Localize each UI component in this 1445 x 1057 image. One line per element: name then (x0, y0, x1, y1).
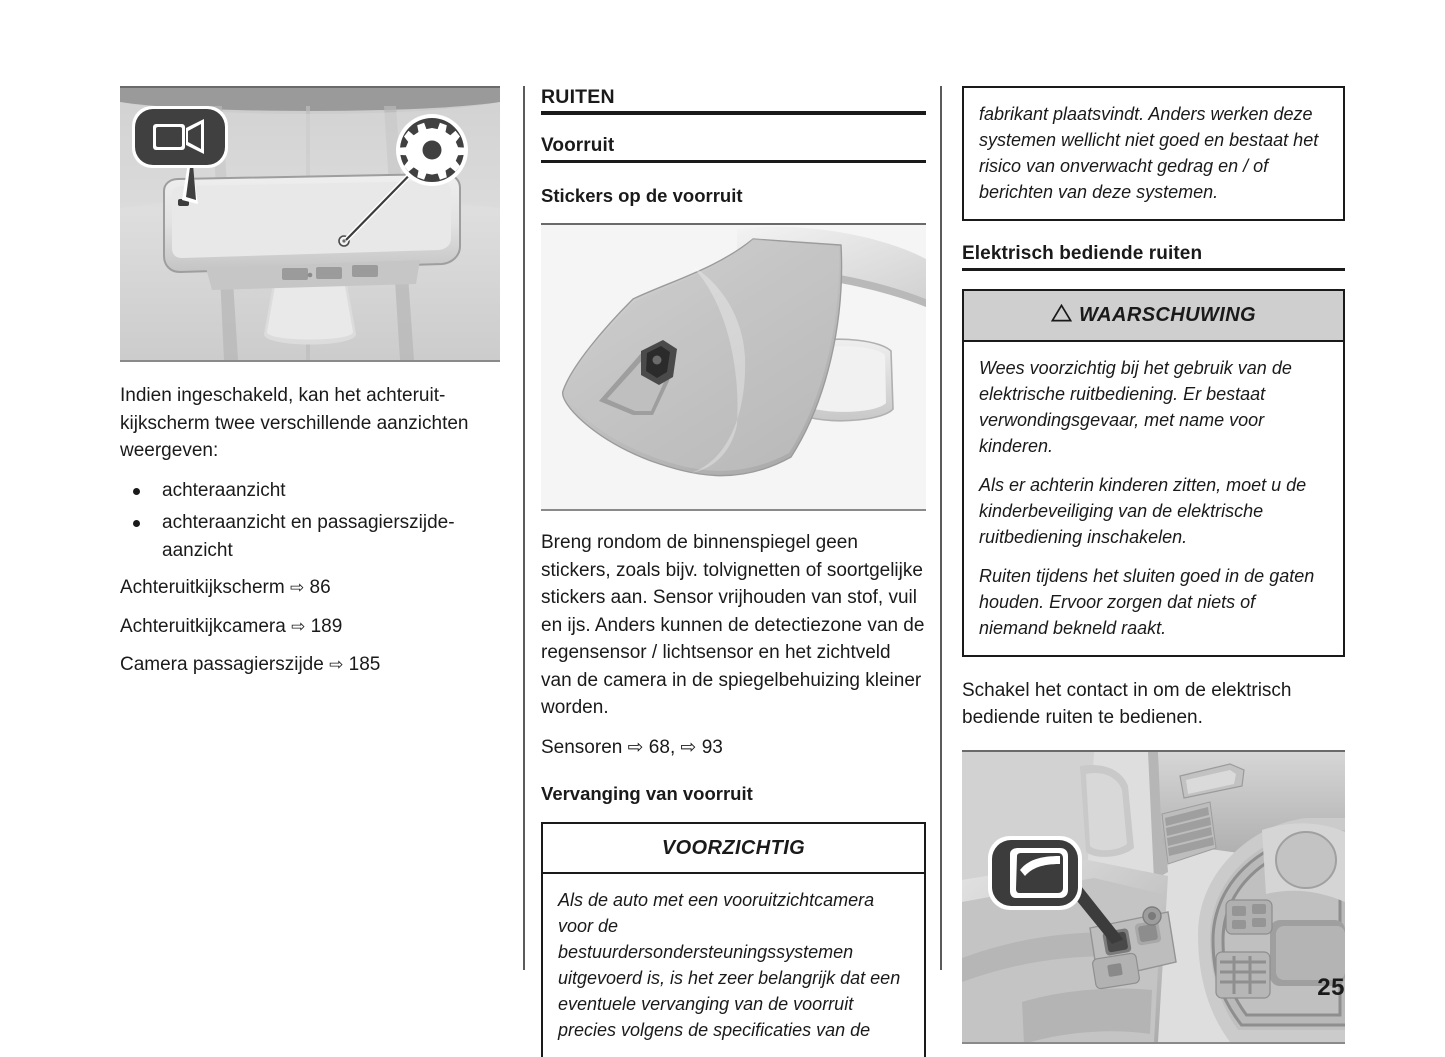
figure-rule-bottom (541, 509, 926, 511)
figure-rule-bottom (962, 1042, 1345, 1044)
warning-paragraph: Als er achterin kinderen zitten, moet u de kinderbeveiliging van de elektrische ruitbediening inschakelen. (979, 474, 1307, 547)
caution-box-voorzichtig (541, 822, 926, 1057)
reference-page: 86 (309, 577, 331, 598)
ignition-paragraph: Schakel het contact in om de elektrisch bediende ruiten te bedienen. (962, 679, 1292, 729)
figure-power-window-switch (962, 750, 1345, 1044)
cross-reference-rearview-camera[interactable] (120, 613, 500, 642)
warning-box-title (964, 291, 1343, 342)
warning-paragraph: Ruiten tijdens het sluiten goed in de gaten houden. Ervoor zorgen dat niets of niemand bekneld raakt. (979, 565, 1315, 638)
arrow-right-icon: ⇨ (329, 655, 344, 675)
reference-label: Achteruitkijkscherm (120, 577, 285, 598)
middle-column (541, 86, 926, 1057)
reference-text: Sensoren ⇨ 68, ⇨ 93 (541, 736, 723, 758)
section-title-ruiten: RUITEN (541, 86, 926, 115)
heading-elektrisch-bediende-ruiten: Elektrisch bediende ruiten (962, 243, 1345, 271)
power-window-icon-badge (988, 836, 1082, 910)
caution-paragraph: Als de auto met een vooruitzichtcamera voor de bestuurdersondersteuningssystemen uitgevoerd is, is het zeer belangrijk dat een eventuele vervanging van de voorruit precies volgens de specificaties van de (558, 889, 901, 1040)
heading-vervanging-van-voorruit: Vervanging van voorruit (541, 783, 753, 805)
arrow-right-icon: ⇨ (291, 616, 306, 637)
figure-rearview-mirror (120, 86, 500, 362)
reference-page: 189 (310, 615, 343, 637)
column-separator-right (940, 86, 942, 970)
left-intro-paragraph: Indien ingeschakeld, kan het achteruitkijkscherm twee verschillende aanzichten weergeven: (120, 385, 469, 461)
warning-box-waarschuwing (962, 289, 1345, 657)
rearview-mirror-illustration (120, 88, 500, 360)
caution-box-body (543, 874, 924, 1057)
reference-label: Camera passagierszijde (120, 654, 324, 675)
caution-box-title: VOORZICHTIG (543, 824, 924, 874)
caution-continued-paragraph: fabrikant plaatsvindt. Anders werken deze systemen wellicht niet goed en bestaat het risico van onverwacht gedrag en / of berichten van deze systemen. (979, 104, 1319, 202)
figure-rule-bottom (120, 360, 500, 362)
caution-continued-body (964, 88, 1343, 219)
list-item: achteraanzicht en passagierszijde-aanzicht (120, 509, 500, 564)
cross-reference-passenger-camera[interactable] (120, 651, 500, 680)
cross-reference-sensoren[interactable] (541, 734, 926, 762)
heading-stickers-op-de-voorruit: Stickers op de voorruit (541, 185, 743, 207)
warning-box-title-text: WAARSCHUWING (1078, 303, 1256, 326)
left-column (120, 86, 500, 690)
subsection-title-voorruit: Voorruit (541, 135, 926, 163)
column-separator-left (523, 86, 525, 970)
right-column (962, 86, 1345, 1044)
stickers-paragraph: Breng rondom de binnenspiegel geen stickers, zoals bijv. tolvignetten of soortgelijke stickers aan. Sensor vrijhouden van stof, vuil en ijs. Anders kunnen de detectiezone van de regensensor / lichtsensor en het zichtveld van de camera in de spiegelbehuizing kleiner worden. (541, 532, 925, 719)
arrow-right-icon: ⇨ (290, 578, 305, 598)
figure-windshield-sensor (541, 223, 926, 511)
reference-label: Achteruitkijkcamera (120, 615, 286, 637)
warning-triangle-icon (1051, 304, 1072, 328)
windshield-mirror-housing-illustration (541, 225, 926, 509)
cross-reference-rearview-display[interactable] (120, 574, 500, 603)
reference-page: 185 (348, 654, 381, 675)
settings-gear-badge-callout (396, 114, 468, 186)
page-number: 25 (1317, 974, 1345, 1001)
caution-box-continued (962, 86, 1345, 221)
warning-box-body (964, 342, 1343, 655)
door-panel-window-switch-illustration (962, 752, 1345, 1042)
warning-paragraph: Wees voorzichtig bij het gebruik van de elektrische ruitbediening. Er bestaat verwondingsgevaar, met name voor kinderen. (979, 357, 1292, 456)
list-item: achteraanzicht (120, 477, 500, 505)
left-bullet-list (120, 477, 500, 565)
